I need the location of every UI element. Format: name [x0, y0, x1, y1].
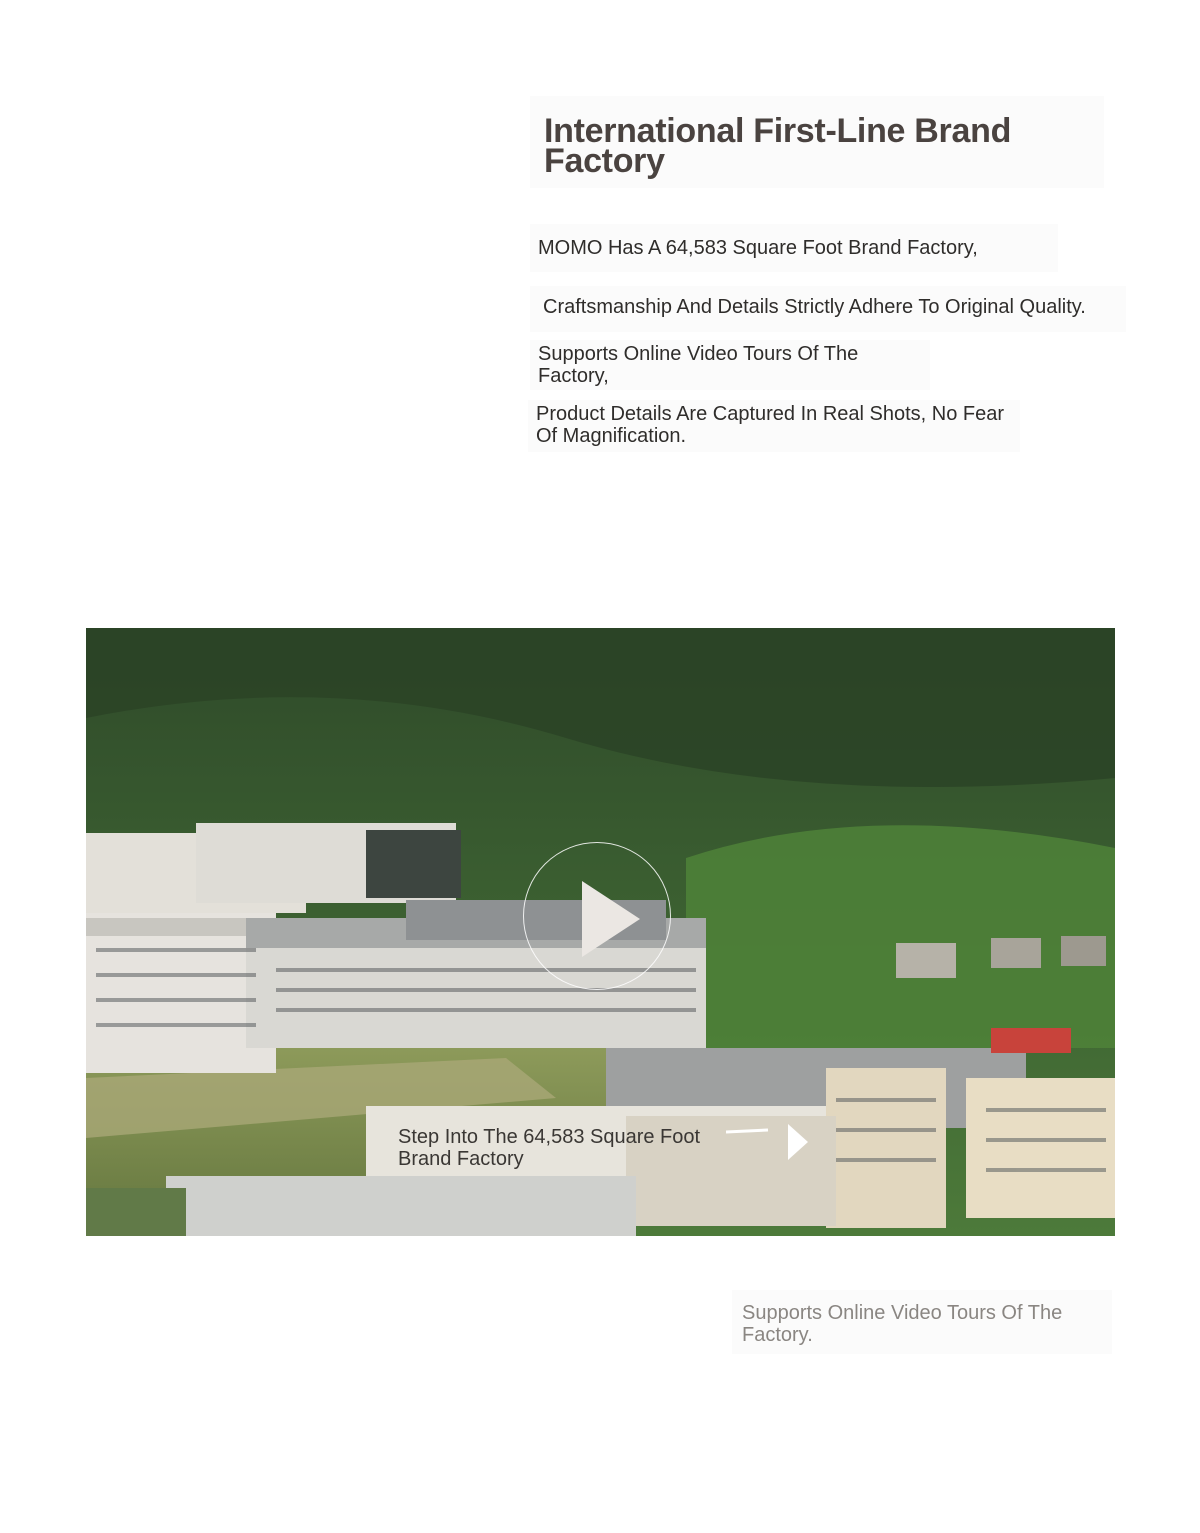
- play-button[interactable]: [523, 842, 671, 990]
- intro-line-real-shots: Product Details Are Captured In Real Shots, No Fear Of Magnification.: [528, 400, 1020, 452]
- page-title: International First-Line Brand Factory: [530, 96, 1104, 188]
- intro-line-video-tours: Supports Online Video Tours Of The Factory,: [530, 340, 930, 390]
- video-caption: Step Into The 64,583 Square Foot Brand Factory: [398, 1126, 701, 1170]
- footer-note: Supports Online Video Tours Of The Factory.: [732, 1290, 1112, 1354]
- intro-line-factory-size: MOMO Has A 64,583 Square Foot Brand Factory,: [530, 224, 1058, 272]
- intro-line-craftsmanship: Craftsmanship And Details Strictly Adhere To Original Quality.: [530, 286, 1126, 332]
- play-icon: [524, 843, 672, 991]
- arrow-right-icon[interactable]: [726, 1124, 816, 1164]
- factory-video[interactable]: [86, 628, 1115, 1236]
